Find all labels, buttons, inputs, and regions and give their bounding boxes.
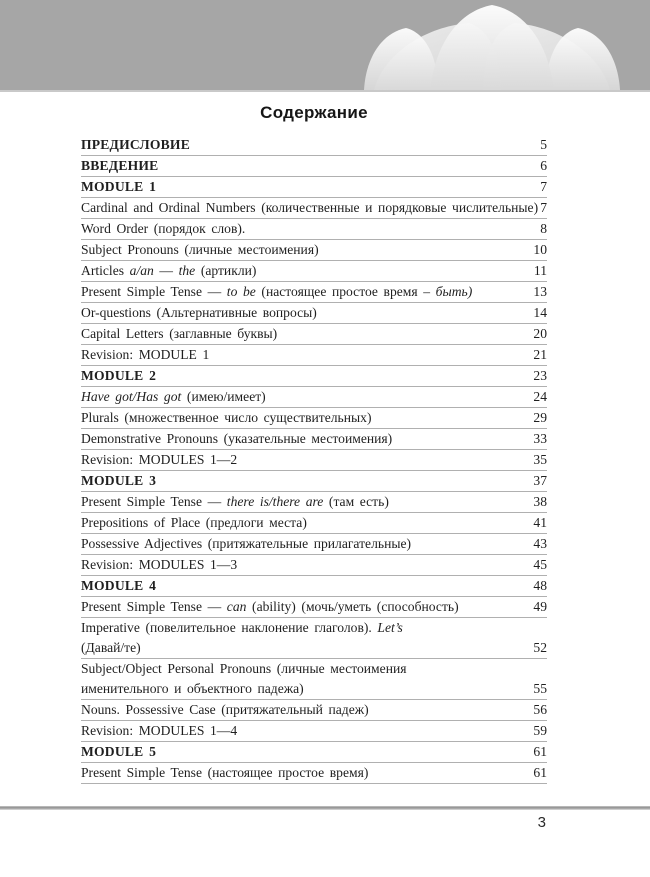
toc-entry-title	[81, 135, 547, 155]
toc-entry	[81, 240, 547, 261]
toc-entry-page: 20	[533, 326, 547, 341]
toc-entry-title	[81, 471, 547, 491]
toc-entry	[81, 324, 547, 345]
toc-entry-page: 38	[533, 494, 547, 509]
toc-title-segment: MODULE 5	[81, 744, 157, 759]
page-title: Содержание	[260, 103, 368, 122]
toc-title-segment: MODULE 2	[81, 368, 157, 383]
toc-entry-page: 45	[533, 557, 547, 572]
toc-entry-page: 37	[533, 473, 547, 488]
toc-entry-page: 8	[540, 221, 547, 236]
toc-entry	[81, 597, 547, 618]
toc-entry-title	[81, 387, 547, 407]
toc-title-segment: (настоящее простое время –	[255, 284, 436, 299]
toc-entry-title	[81, 198, 547, 218]
toc-entry-page: 61	[533, 744, 547, 759]
toc-title-segment: Possessive Adjectives (притяжательные прилагательные)	[81, 536, 412, 551]
toc-entry-title	[81, 597, 547, 617]
toc-title-segment: Articles	[81, 263, 130, 278]
toc-entry-page: 55	[533, 681, 547, 696]
toc-title-italic-segment: can	[226, 599, 247, 614]
toc-entry-title	[81, 576, 547, 596]
toc-title-segment: ПРЕДИСЛОВИЕ	[81, 137, 190, 152]
toc-entry	[81, 450, 547, 471]
toc-entry	[81, 492, 547, 513]
toc-entry-page: 7	[540, 200, 547, 215]
toc-entry-page: 41	[533, 515, 547, 530]
toc-entry-title	[81, 700, 547, 720]
toc-entry-page: 61	[533, 765, 547, 780]
toc-entry-title	[81, 763, 547, 783]
toc-entry-page: 49	[533, 599, 547, 614]
footer-rule	[0, 806, 650, 810]
toc-entry-title	[81, 555, 547, 575]
toc-entry-title	[81, 513, 547, 533]
toc-entry	[81, 721, 547, 742]
toc-title-segment: Or-questions (Альтернативные вопросы)	[81, 305, 317, 320]
toc-entry-title	[81, 366, 547, 386]
toc-title-segment: Capital Letters (заглавные буквы)	[81, 326, 278, 341]
toc-entry-title	[81, 659, 547, 699]
toc-entry	[81, 198, 547, 219]
toc-title-segment: (Давай/те)	[81, 640, 141, 655]
toc-title-italic-segment: there is/there are	[226, 494, 324, 509]
toc-title-italic-segment: быть)	[435, 284, 473, 299]
toc-entry	[81, 282, 547, 303]
toc-title-segment: Cardinal and Ordinal Numbers (количественные и порядковые числительные)	[81, 200, 539, 215]
toc-title-segment: (имею/имеет)	[181, 389, 266, 404]
toc-title-segment: Present Simple Tense —	[81, 494, 227, 509]
toc-entry-page: 5	[540, 137, 547, 152]
toc-entry-page: 23	[533, 368, 547, 383]
toc-entry-title	[81, 303, 547, 323]
toc-title-segment: Imperative (повелительное наклонение глаголов).	[81, 620, 378, 635]
toc-title-segment: MODULE 3	[81, 473, 157, 488]
toc-entry-page: 33	[533, 431, 547, 446]
toc-title-segment: —	[153, 263, 179, 278]
toc-entry-page: 48	[533, 578, 547, 593]
toc-entry	[81, 303, 547, 324]
toc-entry-page: 21	[533, 347, 547, 362]
toc-entry-page: 13	[533, 284, 547, 299]
toc-title-segment: Present Simple Tense —	[81, 599, 227, 614]
toc-entry-title	[81, 219, 547, 239]
toc-entry	[81, 763, 547, 784]
toc-entry-page: 56	[533, 702, 547, 717]
toc-title-segment: Subject/Object Personal Pronouns (личные местоимения	[81, 661, 407, 676]
toc-title-segment: Subject Pronouns (личные местоимения)	[81, 242, 319, 257]
toc-title-segment: Nouns. Possessive Case (притяжательный падеж)	[81, 702, 369, 717]
toc-title-italic-segment: to be	[226, 284, 256, 299]
toc-title-segment: именительного и объектного падежа)	[81, 681, 304, 696]
toc-entry-title	[81, 450, 547, 470]
toc-entry	[81, 618, 547, 659]
toc-entry	[81, 700, 547, 721]
toc-entry	[81, 387, 547, 408]
toc-list	[81, 135, 547, 784]
toc-title-italic-segment: Let’s	[377, 620, 403, 635]
toc-entry	[81, 471, 547, 492]
toc-entry	[81, 408, 547, 429]
toc-entry	[81, 555, 547, 576]
toc-entry	[81, 576, 547, 597]
toc-entry-page: 14	[533, 305, 547, 320]
toc-entry-title	[81, 534, 547, 554]
toc-entry-page: 6	[540, 158, 547, 173]
toc-entry	[81, 742, 547, 763]
toc-title-segment: Demonstrative Pronouns (указательные местоимения)	[81, 431, 393, 446]
toc-entry-page: 52	[533, 640, 547, 655]
toc-entry-title	[81, 240, 547, 260]
toc-entry-title	[81, 324, 547, 344]
toc-entry-page: 10	[533, 242, 547, 257]
toc-entry-page: 24	[533, 389, 547, 404]
toc-title-segment: Word Order (порядок слов).	[81, 221, 246, 236]
toc-title-segment: MODULE 4	[81, 578, 157, 593]
toc-entry	[81, 513, 547, 534]
toc-title-segment: Plurals (множественное число существительных)	[81, 410, 372, 425]
toc-title-segment: Revision: MODULES 1—4	[81, 723, 238, 738]
toc-entry-page: 59	[533, 723, 547, 738]
toc-entry-page: 11	[533, 263, 547, 278]
lotus-petals-ornament	[364, 0, 620, 90]
toc-title-segment: (артикли)	[195, 263, 257, 278]
toc-title-segment: Revision: MODULE 1	[81, 347, 210, 362]
toc-entry	[81, 261, 547, 282]
toc-title-italic-segment: Have got/Has got	[81, 389, 182, 404]
toc-entry	[81, 534, 547, 555]
toc-entry	[81, 659, 547, 700]
toc-entry-page: 43	[533, 536, 547, 551]
header-band	[0, 0, 650, 92]
toc-entry	[81, 177, 547, 198]
toc-title-segment: (там есть)	[323, 494, 389, 509]
toc-entry-title	[81, 282, 547, 302]
toc-title-italic-segment: a/an	[129, 263, 154, 278]
toc-entry	[81, 135, 547, 156]
toc-title-segment: Revision: MODULES 1—3	[81, 557, 238, 572]
toc-entry-title	[81, 742, 547, 762]
toc-entry	[81, 366, 547, 387]
toc-title-segment: ВВЕДЕНИЕ	[81, 158, 159, 173]
footer-page-number: 3	[537, 814, 546, 831]
toc-title-segment: Prepositions of Place (предлоги места)	[81, 515, 307, 530]
toc-entry-title	[81, 177, 547, 197]
toc-entry	[81, 429, 547, 450]
toc-entry-title	[81, 408, 547, 428]
toc-title-segment: Revision: MODULES 1—2	[81, 452, 238, 467]
toc-entry-title	[81, 261, 547, 281]
toc-entry-page: 7	[540, 179, 547, 194]
toc-title-segment: Present Simple Tense —	[81, 284, 227, 299]
toc-entry	[81, 219, 547, 240]
toc-entry-title	[81, 429, 547, 449]
toc-title-segment: Present Simple Tense (настоящее простое время)	[81, 765, 369, 780]
toc-entry-page: 29	[533, 410, 547, 425]
toc-entry-title	[81, 618, 547, 658]
toc-entry-title	[81, 156, 547, 176]
toc-title-italic-segment: the	[178, 263, 196, 278]
toc-title-segment: (ability) (мочь/уметь (способность)	[246, 599, 459, 614]
toc-title-segment: MODULE 1	[81, 179, 157, 194]
toc-entry	[81, 345, 547, 366]
toc-entry-title	[81, 721, 547, 741]
toc-entry-title	[81, 345, 547, 365]
toc-entry-page: 35	[533, 452, 547, 467]
toc-entry-title	[81, 492, 547, 512]
toc-entry	[81, 156, 547, 177]
